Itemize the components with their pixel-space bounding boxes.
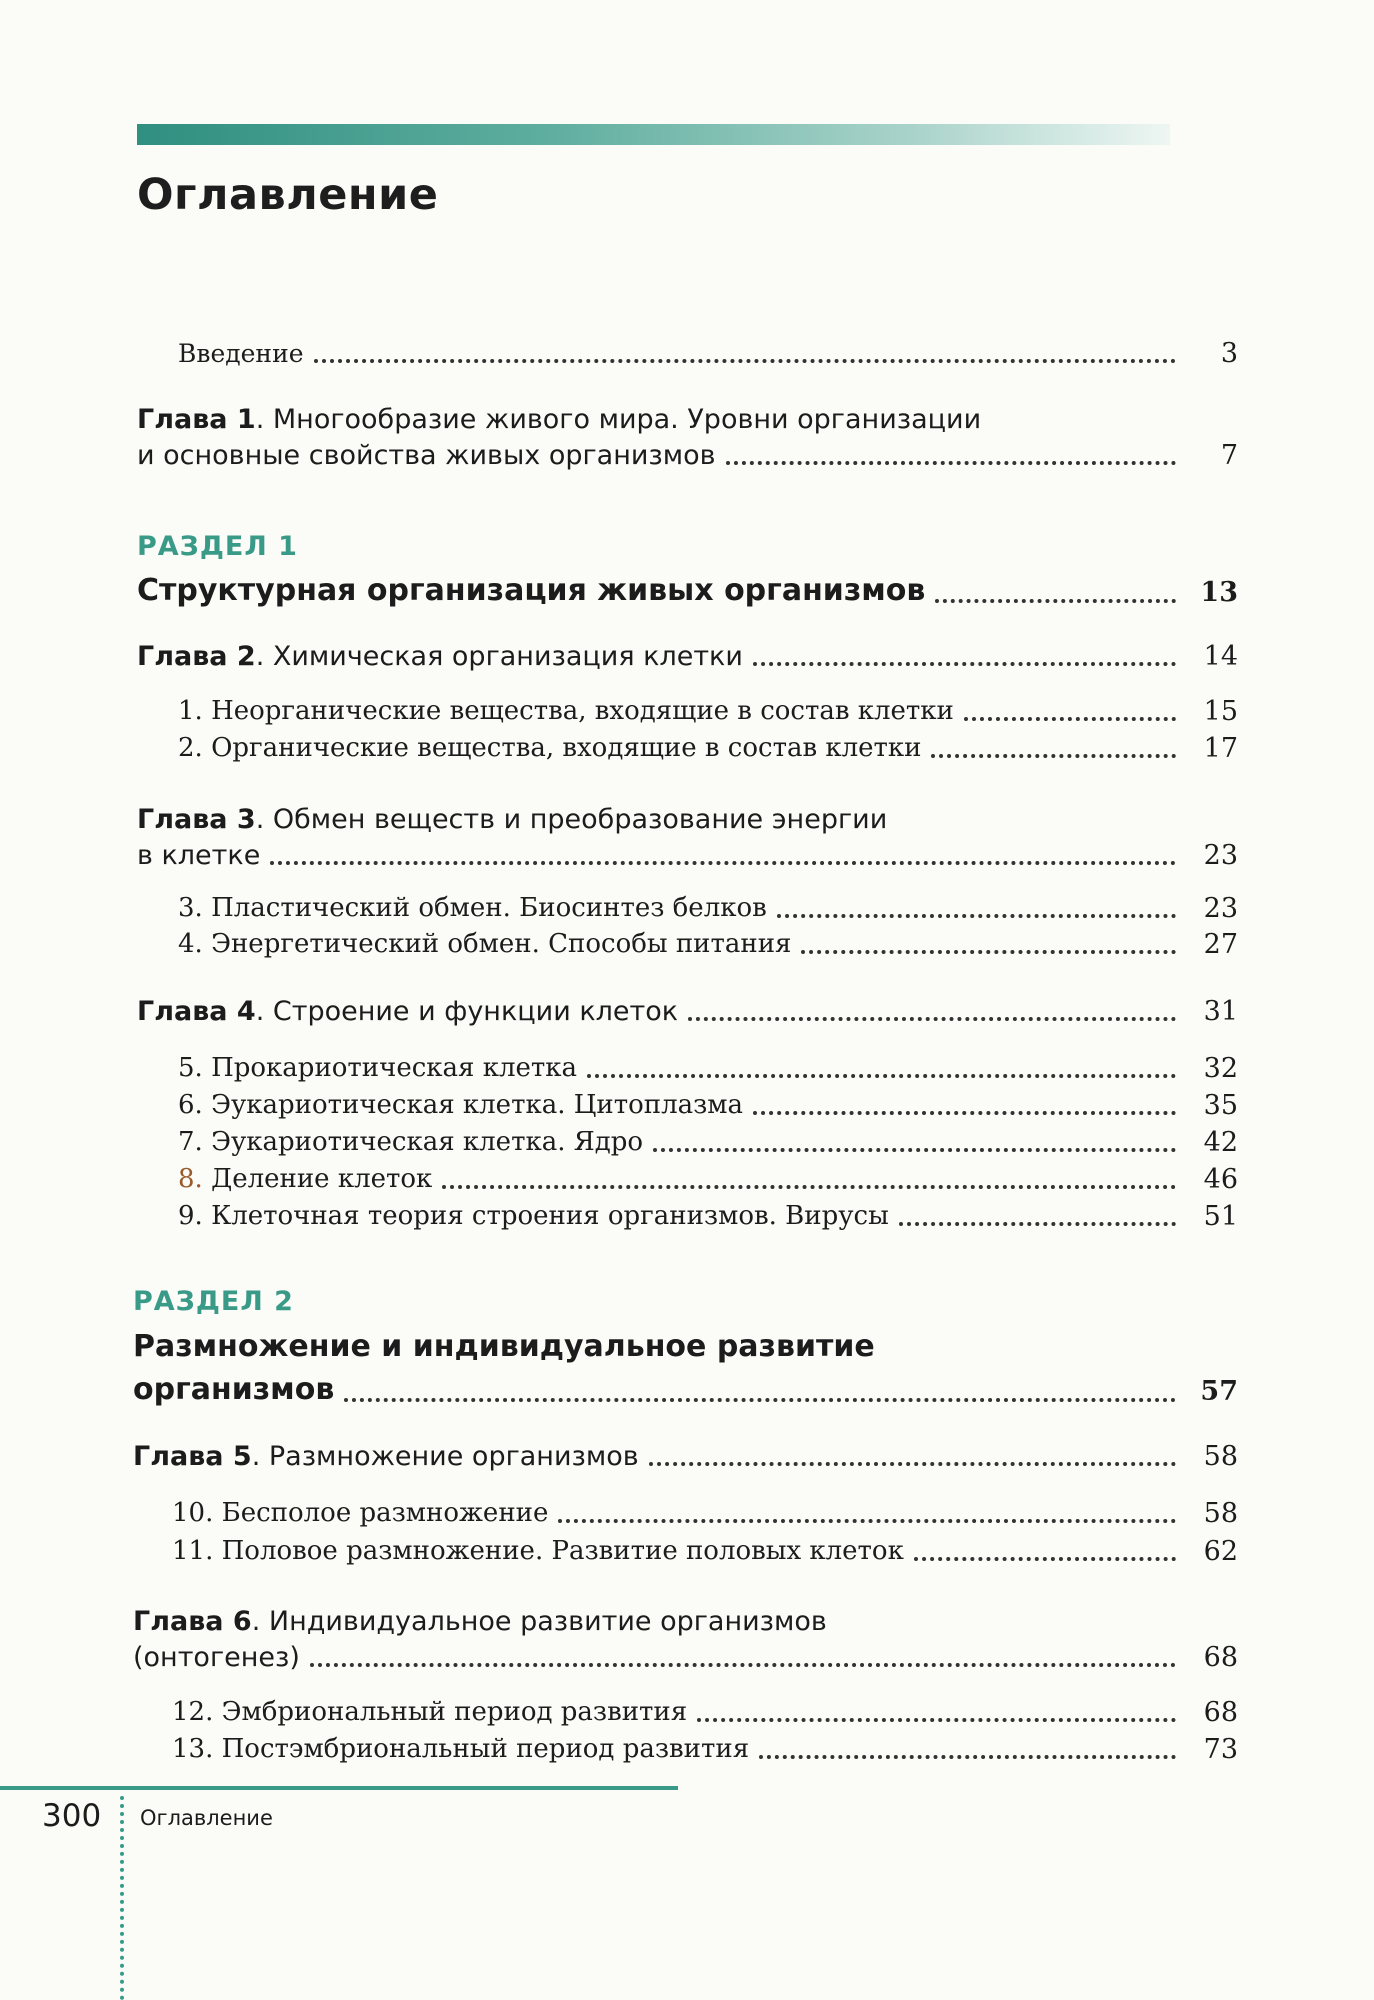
chapter-prefix: Глава 6: [133, 1606, 252, 1637]
dot-leader: [310, 1663, 1176, 1667]
entry-label: 8. Деление клеток: [178, 1164, 433, 1195]
dot-leader: [344, 1398, 1176, 1402]
toc-entry-section-2[interactable]: [133, 1373, 1238, 1408]
toc-entry-paragraph-11[interactable]: [172, 1536, 1238, 1567]
entry-page: 51: [1203, 1201, 1238, 1232]
running-footer-title: Оглавление: [140, 1806, 273, 1830]
dot-leader: [753, 1111, 1176, 1115]
entry-page: 35: [1203, 1090, 1238, 1121]
dot-leader: [653, 1148, 1176, 1152]
chapter-1-title-line1: Глава 1. Многообразие живого мира. Уровни организации: [137, 404, 982, 435]
chapter-prefix: Глава 1: [137, 404, 256, 435]
entry-label: Глава 4. Строение и функции клеток: [137, 996, 679, 1027]
dot-leader: [558, 1519, 1176, 1523]
entry-label: 4. Энергетический обмен. Способы питания: [178, 929, 792, 960]
entry-page: 3: [1220, 338, 1238, 369]
toc-entry-paragraph-10[interactable]: [172, 1498, 1238, 1529]
dot-leader: [314, 359, 1176, 363]
toc-entry-paragraph-7[interactable]: [178, 1127, 1238, 1158]
section-2-label: РАЗДЕЛ 2: [133, 1286, 294, 1317]
toc-entry-chapter-6[interactable]: [133, 1642, 1238, 1673]
entry-page: 57: [1200, 1376, 1238, 1408]
entry-label: 7. Эукариотическая клетка. Ядро: [178, 1127, 644, 1158]
dot-leader: [914, 1557, 1176, 1561]
entry-page: 32: [1203, 1053, 1238, 1084]
entry-label: и основные свойства живых организмов: [137, 440, 716, 471]
entry-label: 10. Бесполое размножение: [172, 1498, 549, 1529]
toc-entry-introduction[interactable]: [178, 338, 1238, 369]
entry-label: 6. Эукариотическая клетка. Цитоплазма: [178, 1090, 744, 1121]
toc-entry-paragraph-8[interactable]: [178, 1164, 1238, 1195]
chapter-3-title-line1: Глава 3. Обмен веществ и преобразование энергии: [137, 804, 888, 835]
dot-leader: [777, 914, 1176, 918]
entry-page: 23: [1203, 840, 1238, 871]
entry-page: 68: [1203, 1642, 1238, 1673]
dot-leader: [931, 754, 1176, 758]
toc-entry-chapter-3[interactable]: [137, 840, 1238, 871]
entry-page: 27: [1203, 929, 1238, 960]
entry-page: 13: [1200, 577, 1238, 609]
toc-entry-chapter-2[interactable]: [137, 641, 1238, 672]
footer-dotted-divider: [120, 1796, 124, 2000]
toc-entry-chapter-4[interactable]: [137, 996, 1238, 1027]
page-number: 300: [42, 1798, 102, 1834]
entry-label: 3. Пластический обмен. Биосинтез белков: [178, 893, 767, 924]
toc-entry-paragraph-13[interactable]: [172, 1734, 1238, 1765]
entry-label: (онтогенез): [133, 1642, 300, 1673]
entry-label: 1. Неорганические вещества, входящие в состав клетки: [178, 696, 954, 727]
entry-label: организмов: [133, 1372, 335, 1407]
dot-leader: [759, 1755, 1176, 1759]
dot-leader: [442, 1185, 1176, 1189]
dot-leader: [270, 861, 1176, 865]
entry-page: 23: [1203, 893, 1238, 924]
toc-entry-paragraph-6[interactable]: [178, 1090, 1238, 1121]
page-title: Оглавление: [137, 170, 439, 220]
toc-entry-paragraph-5[interactable]: [178, 1053, 1238, 1084]
dot-leader: [964, 717, 1176, 721]
entry-page: 46: [1203, 1164, 1238, 1195]
chapter-prefix: Глава 3: [137, 804, 256, 835]
entry-page: 14: [1203, 641, 1238, 672]
entry-label: Введение: [178, 339, 304, 369]
dot-leader: [726, 461, 1176, 465]
dot-leader: [649, 1462, 1176, 1466]
entry-label: Глава 2. Химическая организация клетки: [137, 641, 743, 672]
dot-leader: [587, 1074, 1176, 1078]
entry-label: в клетке: [137, 840, 261, 871]
entry-label: 9. Клеточная теория строения организмов. Вирусы: [178, 1201, 889, 1232]
entry-label: 12. Эмбриональный период развития: [172, 1697, 688, 1728]
entry-page: 68: [1203, 1697, 1238, 1728]
dot-leader: [697, 1718, 1176, 1722]
toc-entry-paragraph-4[interactable]: [178, 929, 1238, 960]
entry-page: 58: [1203, 1498, 1238, 1529]
toc-entry-chapter-5[interactable]: [133, 1441, 1238, 1472]
entry-page: 73: [1203, 1734, 1238, 1765]
toc-entry-section-1[interactable]: [137, 574, 1238, 609]
footer-rule: [0, 1786, 678, 1790]
section-2-title-line1: Размножение и индивидуальное развитие: [133, 1329, 875, 1364]
toc-entry-paragraph-1[interactable]: [178, 696, 1238, 727]
entry-page: 42: [1203, 1127, 1238, 1158]
entry-label: 11. Половое размножение. Развитие половых клеток: [172, 1536, 904, 1567]
toc-entry-paragraph-12[interactable]: [172, 1697, 1238, 1728]
entry-label: Структурная организация живых организмов: [137, 573, 926, 608]
chapter-6-title-line1: Глава 6. Индивидуальное развитие организмов: [133, 1606, 827, 1637]
dot-leader: [899, 1222, 1176, 1226]
section-1-label: РАЗДЕЛ 1: [137, 531, 298, 562]
entry-page: 17: [1203, 733, 1238, 764]
entry-page: 31: [1203, 996, 1238, 1027]
entry-label: 13. Постэмбриональный период развития: [172, 1734, 750, 1765]
toc-entry-paragraph-3[interactable]: [178, 893, 1238, 924]
dot-leader: [935, 599, 1176, 603]
toc-entry-paragraph-2[interactable]: [178, 733, 1238, 764]
dot-leader: [753, 662, 1176, 666]
dot-leader: [688, 1017, 1176, 1021]
entry-label: 2. Органические вещества, входящие в состав клетки: [178, 733, 922, 764]
entry-page: 62: [1203, 1536, 1238, 1567]
toc-entry-paragraph-9[interactable]: [178, 1201, 1238, 1232]
entry-page: 58: [1203, 1441, 1238, 1472]
dot-leader: [801, 950, 1176, 954]
header-color-bar: [137, 124, 1170, 145]
entry-page: 15: [1203, 696, 1238, 727]
entry-page: 7: [1220, 440, 1238, 471]
entry-label: 5. Прокариотическая клетка: [178, 1053, 577, 1084]
toc-entry-chapter-1[interactable]: [137, 440, 1238, 471]
entry-label: Глава 5. Размножение организмов: [133, 1441, 639, 1472]
